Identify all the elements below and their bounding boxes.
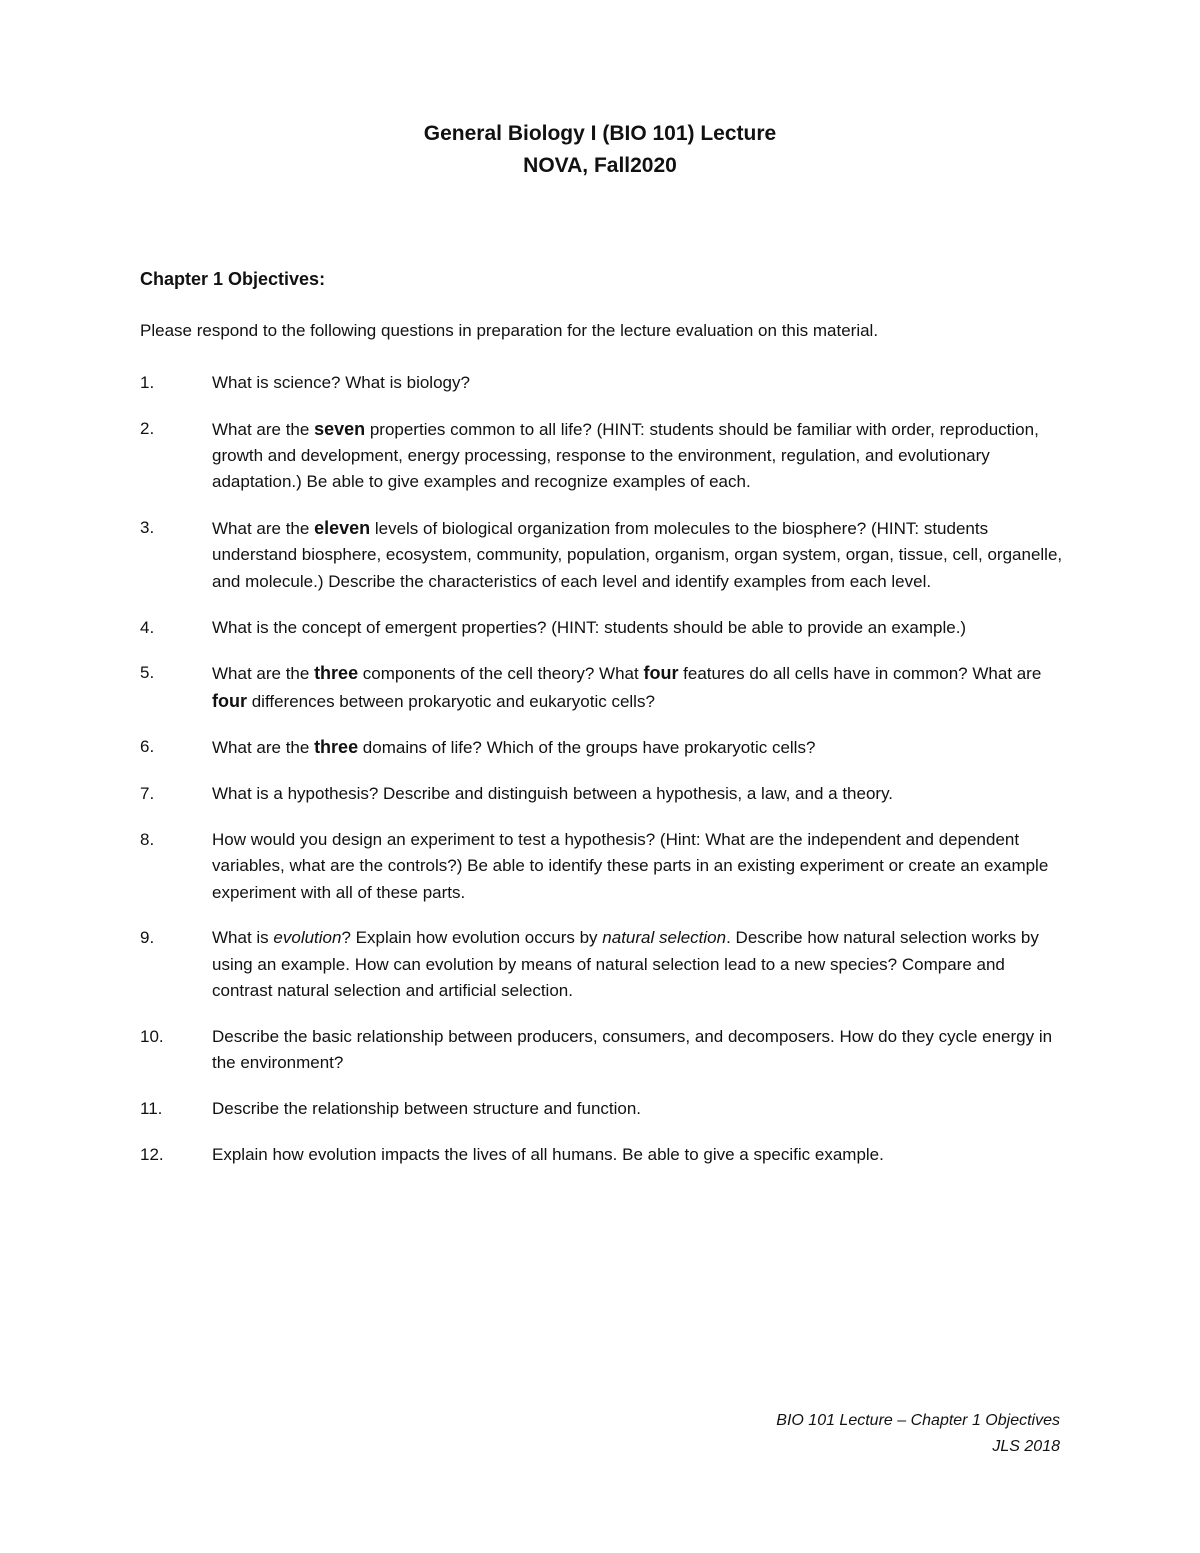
question-text-run: differences between prokaryotic and eukaryotic cells? (247, 691, 655, 711)
question-text (212, 660, 1070, 715)
section-heading: Chapter 1 Objectives: (140, 269, 326, 289)
question-item (140, 925, 1070, 1004)
question-text-run: Describe the basic relationship between producers, consumers, and decomposers. How do they cycle energy in the environment? (212, 1026, 1053, 1073)
question-text-run: What is (212, 928, 274, 948)
emphasis-count: three (314, 663, 359, 684)
italic-term: evolution (273, 928, 342, 948)
question-text (212, 370, 1070, 396)
emphasis-count: four (643, 663, 679, 684)
question-text-run: levels of biological organization from molecules to the biosphere? (HINT: students understand biosphere, ecosystem, community, population, organism, organ system, organ, tissue, cell, organelle, and molecule.) Describe the characteristics of each level and identify examples from each level. (212, 519, 1063, 591)
question-text-run: What is a hypothesis? Describe and distinguish between a hypothesis, a law, and a theory. (212, 784, 894, 804)
question-text-run: properties common to all life? (HINT: students should be familiar with order, reproduction, growth and development, energy processing, response to the environment, regulation, and evolutionary adaptation.) Be able to give examples and recognize examples of each. (212, 419, 1039, 492)
question-list (140, 370, 1070, 1188)
question-text (212, 615, 1070, 641)
question-item (140, 827, 1070, 906)
question-text-run: Explain how evolution impacts the lives of all humans. Be able to give a specific example. (212, 1144, 884, 1164)
footer-course-line: BIO 101 Lecture – Chapter 1 Objectives (776, 1412, 1060, 1429)
question-text (212, 827, 1070, 906)
question-number: 5. (140, 663, 155, 683)
question-number: 1. (140, 373, 155, 392)
question-item (140, 1096, 1070, 1122)
question-item (140, 781, 1070, 807)
question-text (212, 734, 1070, 761)
footer-author-line: JLS 2018 (992, 1438, 1060, 1455)
question-text-run: What are the (212, 519, 315, 539)
question-text-run: What is science? What is biology? (212, 373, 470, 392)
document-title (0, 118, 1200, 182)
question-text-run: What is the concept of emergent properties? (HINT: students should be able to provide an example.) (212, 617, 967, 637)
question-number: 10. (140, 1026, 164, 1046)
page-footer (776, 1408, 1060, 1460)
question-text-run: How would you design an experiment to test a hypothesis? (Hint: What are the independent and dependent variables, what are the controls?) Be able to identify these parts in an existing experiment or create an example experiment with all of these parts. (212, 830, 1049, 902)
question-text (212, 1096, 1070, 1122)
intro-paragraph: Please respond to the following questions in preparation for the lecture evaluation on this material. (140, 321, 879, 340)
question-text-run: . Describe how natural selection works by using an example. How can evolution by means of natural selection lead to a new species? Compare and contrast natural selection and artificial selection. (212, 928, 1039, 1001)
question-item (140, 734, 1070, 761)
question-text-run: domains of life? Which of the groups have prokaryotic cells? (358, 738, 816, 758)
question-number: 2. (140, 418, 155, 438)
question-number: 9. (140, 928, 155, 948)
question-item (140, 660, 1070, 715)
question-item (140, 1142, 1070, 1168)
question-item (140, 370, 1070, 396)
question-text-run: What are the (212, 664, 315, 684)
question-text (212, 416, 1070, 496)
emphasis-count: eleven (314, 518, 371, 539)
emphasis-count: three (314, 737, 359, 758)
italic-term: natural selection (602, 928, 727, 948)
question-number: 12. (140, 1144, 164, 1164)
question-item (140, 515, 1070, 595)
emphasis-count: seven (314, 418, 366, 439)
question-text (212, 925, 1070, 1004)
question-number: 4. (140, 617, 155, 637)
question-text-run: features do all cells have in common? What are (678, 664, 1042, 684)
question-text-run: Describe the relationship between structure and function. (212, 1098, 642, 1118)
question-text (212, 781, 1070, 807)
question-text-run: What are the (212, 738, 315, 758)
emphasis-count: four (212, 690, 247, 711)
title-line-course: General Biology I (BIO 101) Lecture (423, 122, 777, 145)
question-number: 6. (140, 737, 155, 757)
question-number: 11. (140, 1098, 163, 1118)
question-text (212, 1142, 1070, 1168)
question-text (212, 1024, 1070, 1077)
question-item (140, 615, 1070, 641)
question-item (140, 1024, 1070, 1077)
question-text-run: What are the (212, 419, 315, 439)
question-text-run: components of the cell theory? What (358, 664, 644, 684)
question-text (212, 515, 1070, 595)
question-item (140, 416, 1070, 496)
question-number: 7. (140, 784, 155, 804)
title-line-term: NOVA, Fall2020 (523, 154, 677, 177)
question-number: 3. (140, 518, 155, 538)
question-text-run: ? Explain how evolution occurs by (341, 928, 603, 948)
question-number: 8. (140, 830, 155, 850)
